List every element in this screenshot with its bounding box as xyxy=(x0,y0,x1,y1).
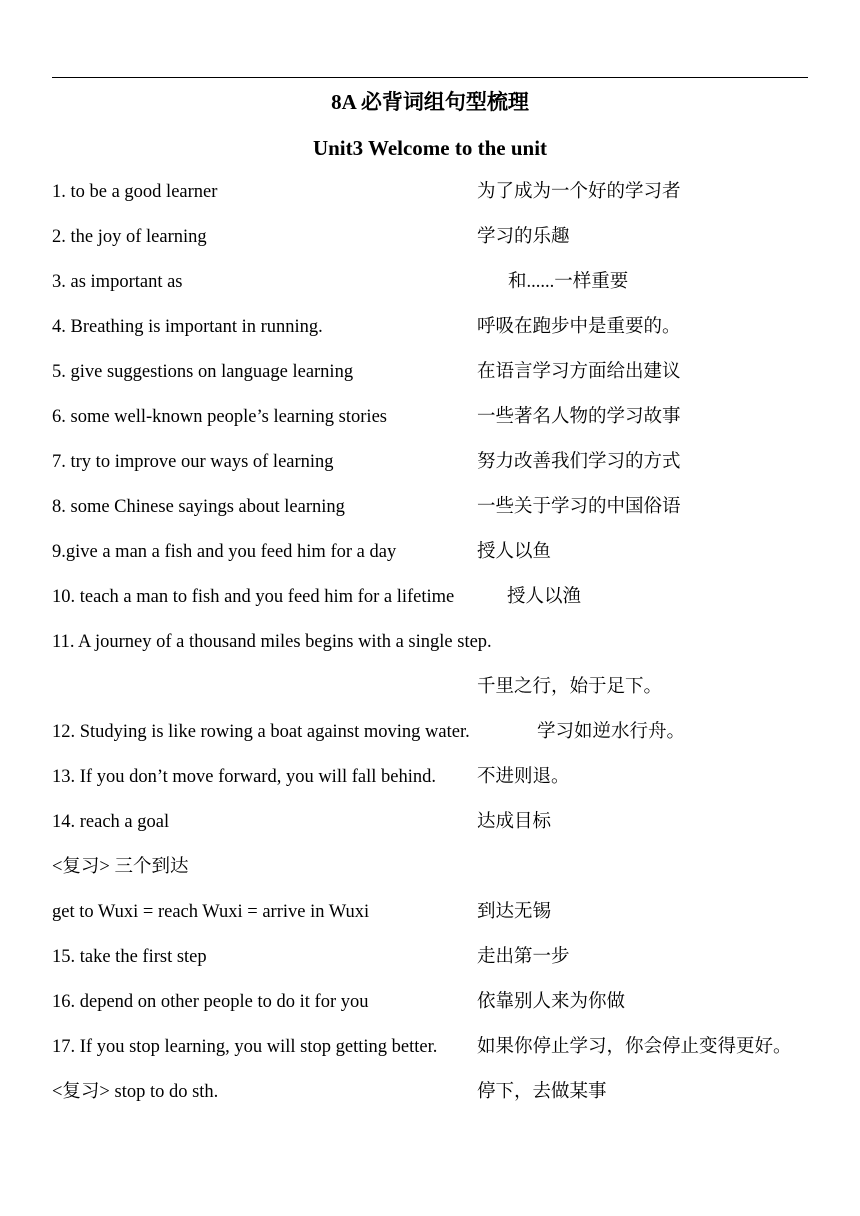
phrase-en-arrive: get to Wuxi = reach Wuxi = arrive in Wuxi xyxy=(52,902,370,922)
phrase-en-10: 10. teach a man to fish and you feed him for a lifetime xyxy=(52,587,455,607)
phrase-en-6: 6. some well-known people’s learning stories xyxy=(52,407,387,427)
phrase-zh-17: 如果你停止学习，你会停止变得更好。 xyxy=(477,1037,792,1057)
phrase-zh-3: 和......一样重要 xyxy=(508,272,629,292)
phrase-zh-9: 授人以鱼 xyxy=(477,542,552,562)
phrase-zh-10: 授人以渔 xyxy=(507,587,582,607)
phrase-zh-2: 学习的乐趣 xyxy=(477,227,570,247)
phrase-zh-16: 依靠别人来为你做 xyxy=(477,992,626,1012)
phrase-zh-arrive: 到达无锡 xyxy=(477,902,552,922)
phrase-zh-14: 达成目标 xyxy=(477,812,552,832)
phrase-en-3: 3. as important as xyxy=(52,272,183,292)
phrase-zh-15: 走出第一步 xyxy=(477,947,570,967)
phrase-zh-11: 千里之行，始于足下。 xyxy=(477,677,663,697)
phrase-zh-5: 在语言学习方面给出建议 xyxy=(477,362,681,382)
phrase-en-4: 4. Breathing is important in running. xyxy=(52,317,323,337)
review-note-arrive: <复习> 三个到达 xyxy=(52,857,189,877)
phrase-en-16: 16. depend on other people to do it for you xyxy=(52,992,369,1012)
header-rule xyxy=(52,77,808,78)
phrase-en-5: 5. give suggestions on language learning xyxy=(52,362,354,382)
phrase-en-7: 7. try to improve our ways of learning xyxy=(52,452,334,472)
phrase-en-9: 9.give a man a fish and you feed him for a day xyxy=(52,542,397,562)
phrase-en-12: 12. Studying is like rowing a boat against moving water. xyxy=(52,722,470,742)
phrase-zh-8: 一些关于学习的中国俗语 xyxy=(477,497,681,517)
phrase-zh-13: 不进则退。 xyxy=(477,767,570,787)
phrase-en-2: 2. the joy of learning xyxy=(52,227,207,247)
phrase-en-13: 13. If you don’t move forward, you will fall behind. xyxy=(52,767,436,787)
phrase-en-review-stop: <复习> stop to do sth. xyxy=(52,1082,219,1102)
phrase-en-8: 8. some Chinese sayings about learning xyxy=(52,497,345,517)
phrase-zh-12: 学习如逆水行舟。 xyxy=(537,722,686,742)
phrase-zh-7: 努力改善我们学习的方式 xyxy=(477,452,681,472)
unit-subtitle: Unit3 Welcome to the unit xyxy=(312,136,548,160)
phrase-zh-review-stop: 停下，去做某事 xyxy=(477,1082,607,1102)
phrase-en-15: 15. take the first step xyxy=(52,947,207,967)
phrase-en-17: 17. If you stop learning, you will stop getting better. xyxy=(52,1037,438,1057)
page-title: 8A 必背词组句型梳理 xyxy=(331,90,529,114)
phrase-zh-4: 呼吸在跑步中是重要的。 xyxy=(477,317,681,337)
phrase-en-14: 14. reach a goal xyxy=(52,812,170,832)
phrase-en-11: 11. A journey of a thousand miles begins with a single step. xyxy=(52,632,492,652)
phrase-zh-1: 为了成为一个好的学习者 xyxy=(477,182,681,202)
phrase-zh-6: 一些著名人物的学习故事 xyxy=(477,407,681,427)
phrase-en-1: 1. to be a good learner xyxy=(52,182,218,202)
